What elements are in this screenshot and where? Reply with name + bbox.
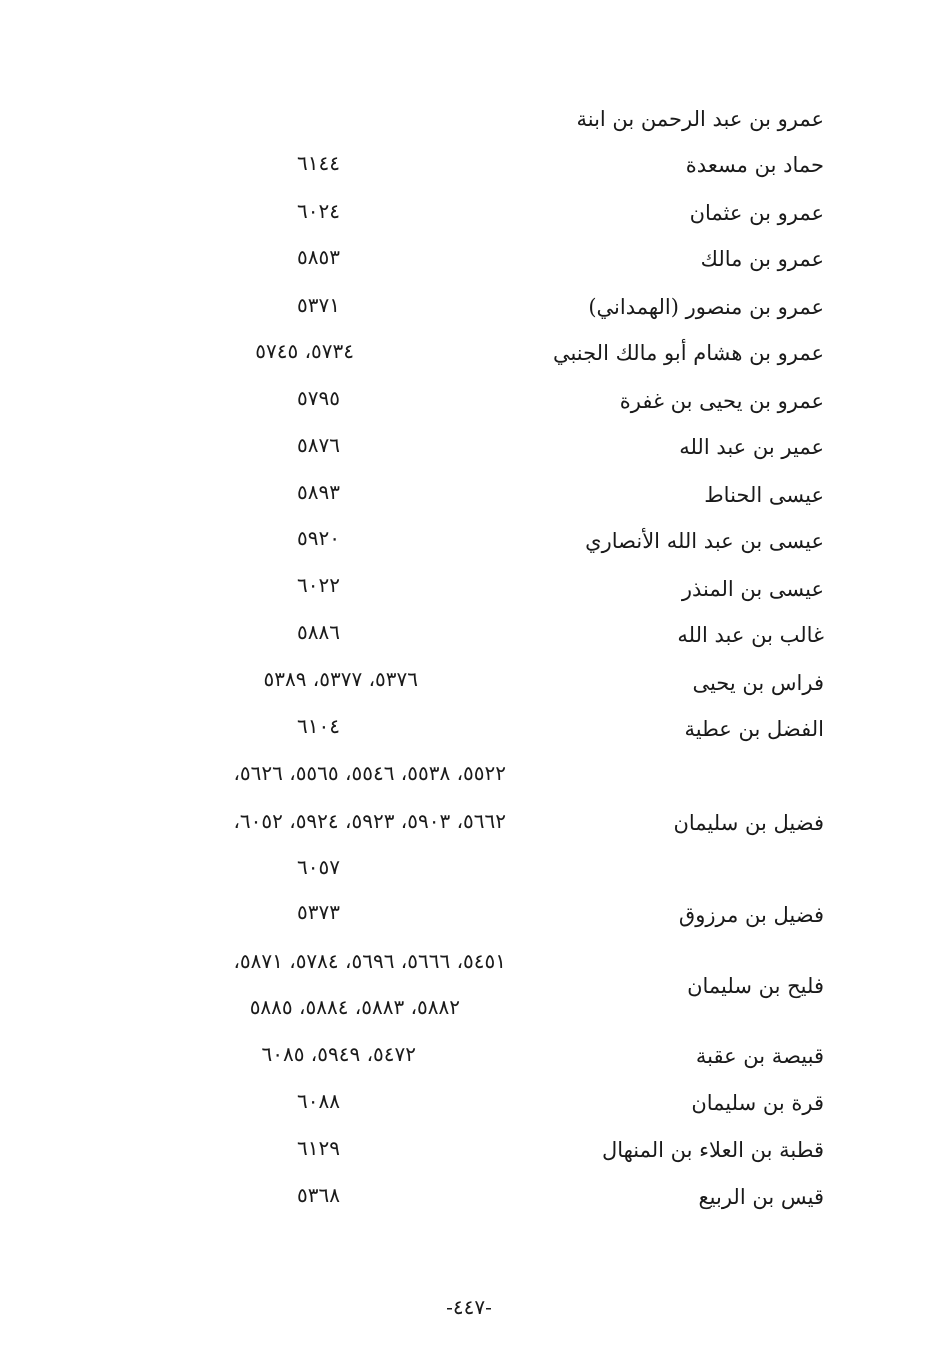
entry-references-line: ٦٠٥٧ <box>297 855 340 879</box>
entry-references-line: ٥٤٥١، ٥٦٦٦، ٥٦٩٦، ٥٧٨٤، ٥٨٧١، <box>233 949 506 973</box>
entry-name: قرة بن سليمان <box>691 1091 824 1115</box>
entry-references: ٥٨٩٣ <box>297 480 340 504</box>
entry-references: ٥٤٧٢، ٥٩٤٩، ٦٠٨٥ <box>261 1042 416 1066</box>
entry-references: ٦٠٢٢ <box>297 573 340 597</box>
entry-references: ٥٨٨٦ <box>297 620 340 644</box>
entry-name: قيس بن الربيع <box>698 1185 824 1209</box>
entry-references: ٥٣٧١ <box>297 293 340 317</box>
entry-references: ٥٧٣٤، ٥٧٤٥ <box>255 339 354 363</box>
entry-references: ٥٧٩٥ <box>297 386 340 410</box>
entry-references: ٦١٤٤ <box>297 151 340 175</box>
entry-references-line: ٥٦٦٢، ٥٩٠٣، ٥٩٢٣، ٥٩٢٤، ٦٠٥٢، <box>233 809 506 833</box>
entry-name: عيسى بن عبد الله الأنصاري <box>585 529 824 553</box>
entry-references: ٥٩٢٠ <box>297 526 340 550</box>
entry-references: ٦١٢٩ <box>297 1136 340 1160</box>
entry-name: عمرو بن هشام أبو مالك الجنبي <box>552 341 824 365</box>
entry-name: عيسى بن المنذر <box>681 577 824 601</box>
entry-references: ٦٠٢٤ <box>297 199 340 223</box>
entry-name: غالب بن عبد الله <box>677 623 824 647</box>
entry-references-line: ٥٨٨٢، ٥٨٨٣، ٥٨٨٤، ٥٨٨٥ <box>249 995 460 1019</box>
entry-name: الفضل بن عطية <box>684 717 824 741</box>
entry-name: قطبة بن العلاء بن المنهال <box>601 1138 824 1162</box>
entry-name: فضيل بن سليمان <box>673 811 824 835</box>
entry-name: فليح بن سليمان <box>687 974 824 998</box>
entry-references: ٦١٠٤ <box>297 714 340 738</box>
entry-name: قبيصة بن عقبة <box>695 1044 824 1068</box>
entry-name: عمرو بن منصور (الهمداني) <box>588 295 824 319</box>
entry-name: عمرو بن عثمان <box>689 201 824 225</box>
entry-references: ٥٣٦٨ <box>297 1183 340 1207</box>
entry-references: ٥٨٥٣ <box>297 245 340 269</box>
entry-name: حماد بن مسعدة <box>685 153 824 177</box>
entry-name: فضيل بن مرزوق <box>678 903 824 927</box>
entry-name: عمرو بن يحيى بن غفرة <box>619 389 824 413</box>
entry-references: ٥٣٧٦، ٥٣٧٧، ٥٣٨٩ <box>263 667 418 691</box>
entry-name: عمرو بن عبد الرحمن بن ابنة <box>576 107 824 131</box>
entry-name: عمرو بن مالك <box>700 247 824 271</box>
entry-references: ٥٣٧٣ <box>297 900 340 924</box>
entry-references: ٥٨٧٦ <box>297 433 340 457</box>
entry-references-line: ٥٥٢٢، ٥٥٣٨، ٥٥٤٦، ٥٥٦٥، ٥٦٢٦، <box>233 761 506 785</box>
page-number: -٤٤٧- <box>446 1295 492 1319</box>
entry-name: فراس بن يحيى <box>692 671 824 695</box>
entry-name: عيسى الحناط <box>704 483 824 507</box>
entry-references: ٦٠٨٨ <box>297 1089 340 1113</box>
entry-name: عمير بن عبد الله <box>679 435 824 459</box>
